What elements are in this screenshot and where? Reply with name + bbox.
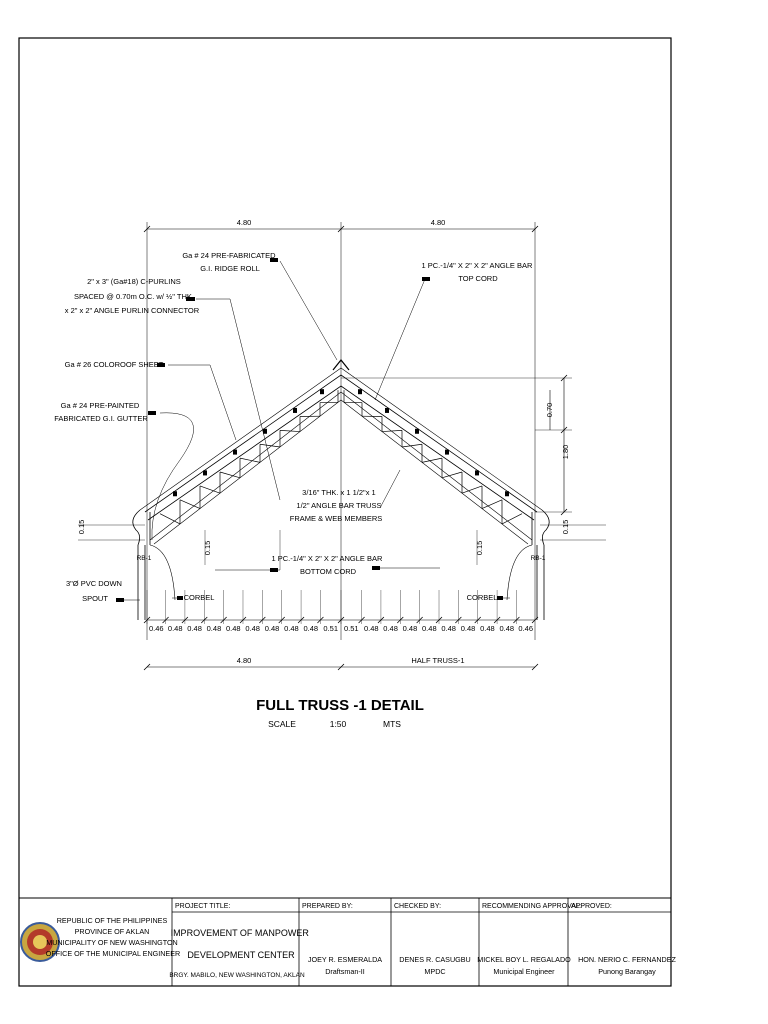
panel-dim-label: 0.46 <box>518 624 534 633</box>
prepared-by-role: Draftsman-II <box>325 967 365 976</box>
coloroof-note: Ga # 26 COLOROOF SHEET <box>64 360 164 369</box>
prepared-by-header: PREPARED BY: <box>302 903 353 910</box>
panel-dim-label: 0.48 <box>460 624 476 633</box>
web-member <box>260 444 280 447</box>
panel-dim-label: 0.51 <box>323 624 339 633</box>
edge-dim-right: 0.15 <box>561 519 570 535</box>
web-members-note: 3/16" THK. x 1 1/2"x 1 1/2" ANGLE BAR TRUSS FRAME & WEB MEMBERS <box>289 488 383 523</box>
recommending-header: RECOMMENDING APPROVAL: <box>482 903 582 910</box>
scale-value: 1:50 <box>329 719 347 729</box>
purlins-note: 2" x 3" (Ga#18) C-PURLINS SPACED @ 0.70m O.C. w/ ½" THK. x 2" x 2" ANGLE PURLIN CONNECTOR <box>64 277 200 315</box>
drawing-title: FULL TRUSS -1 DETAIL <box>256 697 424 714</box>
panel-dim-label: 0.48 <box>226 624 241 633</box>
checked-by-header: CHECKED BY: <box>394 903 442 910</box>
height-dim-total: 1.80 <box>561 444 570 460</box>
purlin-mark <box>293 408 297 413</box>
truss-drawing <box>78 222 606 670</box>
purlin-mark <box>445 450 449 455</box>
top-dim-left: 4.80 <box>236 218 252 227</box>
ridge-roll-note: Ga # 24 PRE-FABRICATED G.I. RIDGE ROLL <box>182 251 276 273</box>
recommending-role: Municipal Engineer <box>493 967 555 976</box>
gutter-note: Ga # 24 PRE-PAINTED FABRICATED G.I. GUTTER <box>54 401 148 423</box>
panel-dim-label: 0.51 <box>343 624 359 633</box>
panel-dim-label: 0.48 <box>206 624 222 633</box>
web-member <box>180 500 200 509</box>
rb-right-label: RB-1 <box>530 555 546 562</box>
project-title-header: PROJECT TITLE: <box>175 903 231 910</box>
purlin-mark <box>385 408 389 413</box>
panel-dim-label: 0.48 <box>284 624 299 633</box>
panel-dim-label: 0.48 <box>363 624 379 633</box>
purlin-mark <box>203 470 207 475</box>
downspout-note: 3"Ø PVC DOWN SPOUT <box>65 579 122 603</box>
scale-label: SCALE <box>268 719 296 729</box>
height-dim-upper: 0.70 <box>545 402 554 418</box>
bottom-dim-left: 4.80 <box>236 656 252 665</box>
corbel-left-label: CORBEL <box>183 593 215 602</box>
end-height-left: 0.15 <box>203 540 212 556</box>
web-member <box>402 444 422 447</box>
web-member <box>422 458 442 462</box>
purlin-mark <box>505 491 509 496</box>
panel-dim-label: 0.48 <box>441 624 456 633</box>
panel-dim-label: 0.46 <box>148 624 164 633</box>
bottom-cord-note: 1 PC.-1/4" X 2" X 2" ANGLE BAR BOTTOM CORD <box>271 554 383 576</box>
panel-dim-label: 0.48 <box>480 624 495 633</box>
corbel-right-label: CORBEL <box>466 593 498 602</box>
top-cord-note: 1 PC.-1/4" X 2" X 2" ANGLE BAR TOP CORD <box>421 261 533 283</box>
purlin-mark <box>263 429 267 434</box>
purlin-mark <box>475 470 479 475</box>
end-height-right: 0.15 <box>475 540 484 556</box>
web-member <box>462 486 482 493</box>
sheet-border <box>19 38 671 986</box>
checked-by-name: DENES R. CASUGBU <box>399 955 471 964</box>
panel-dim-label: 0.48 <box>167 624 183 633</box>
bottom-dim-right: HALF TRUSS-1 <box>411 656 465 665</box>
approved-role: Punong Barangay <box>598 967 656 976</box>
panel-dim-label: 0.48 <box>245 624 260 633</box>
top-dim-right: 4.80 <box>430 218 446 227</box>
approved-name: HON. NERIO C. FERNANDEZ <box>578 955 676 964</box>
panel-dim-label: 0.48 <box>402 624 418 633</box>
edge-dim-left: 0.15 <box>77 519 86 535</box>
purlin-mark <box>233 450 237 455</box>
rb-left-label: RB-1 <box>136 555 152 562</box>
purlin-mark <box>358 389 362 394</box>
purlin-mark <box>320 389 324 394</box>
approved-header: APPROVED: <box>571 903 612 910</box>
panel-dim-label: 0.48 <box>383 624 398 633</box>
scale-units: MTS <box>383 719 401 729</box>
purlin-mark <box>173 491 177 496</box>
panel-dim-label: 0.48 <box>303 624 319 633</box>
prepared-by-name: JOEY R. ESMERALDA <box>307 955 383 964</box>
web-member <box>200 486 220 493</box>
project-title: IMPROVEMENT OF MANPOWER DEVELOPMENT CENTER <box>170 928 309 960</box>
panel-dim-label: 0.48 <box>264 624 280 633</box>
panel-dim-label: 0.48 <box>499 624 515 633</box>
purlin-mark <box>415 429 419 434</box>
recommending-name: MICKEL BOY L. REGALADO <box>477 955 571 964</box>
panel-dim-label: 0.48 <box>422 624 437 633</box>
web-member <box>482 500 502 509</box>
agency-header: REPUBLIC OF THE PHILIPPINES PROVINCE OF AKLAN MUNICIPALITY OF NEW WASHINGTON OFFICE OF THE MUNICIPAL ENGINEER <box>45 916 181 958</box>
project-location: BRGY. MABILO, NEW WASHINGTON, AKLAN <box>169 972 305 979</box>
checked-by-role: MPDC <box>424 967 446 976</box>
panel-dim-label: 0.48 <box>187 624 202 633</box>
web-member <box>240 458 260 462</box>
